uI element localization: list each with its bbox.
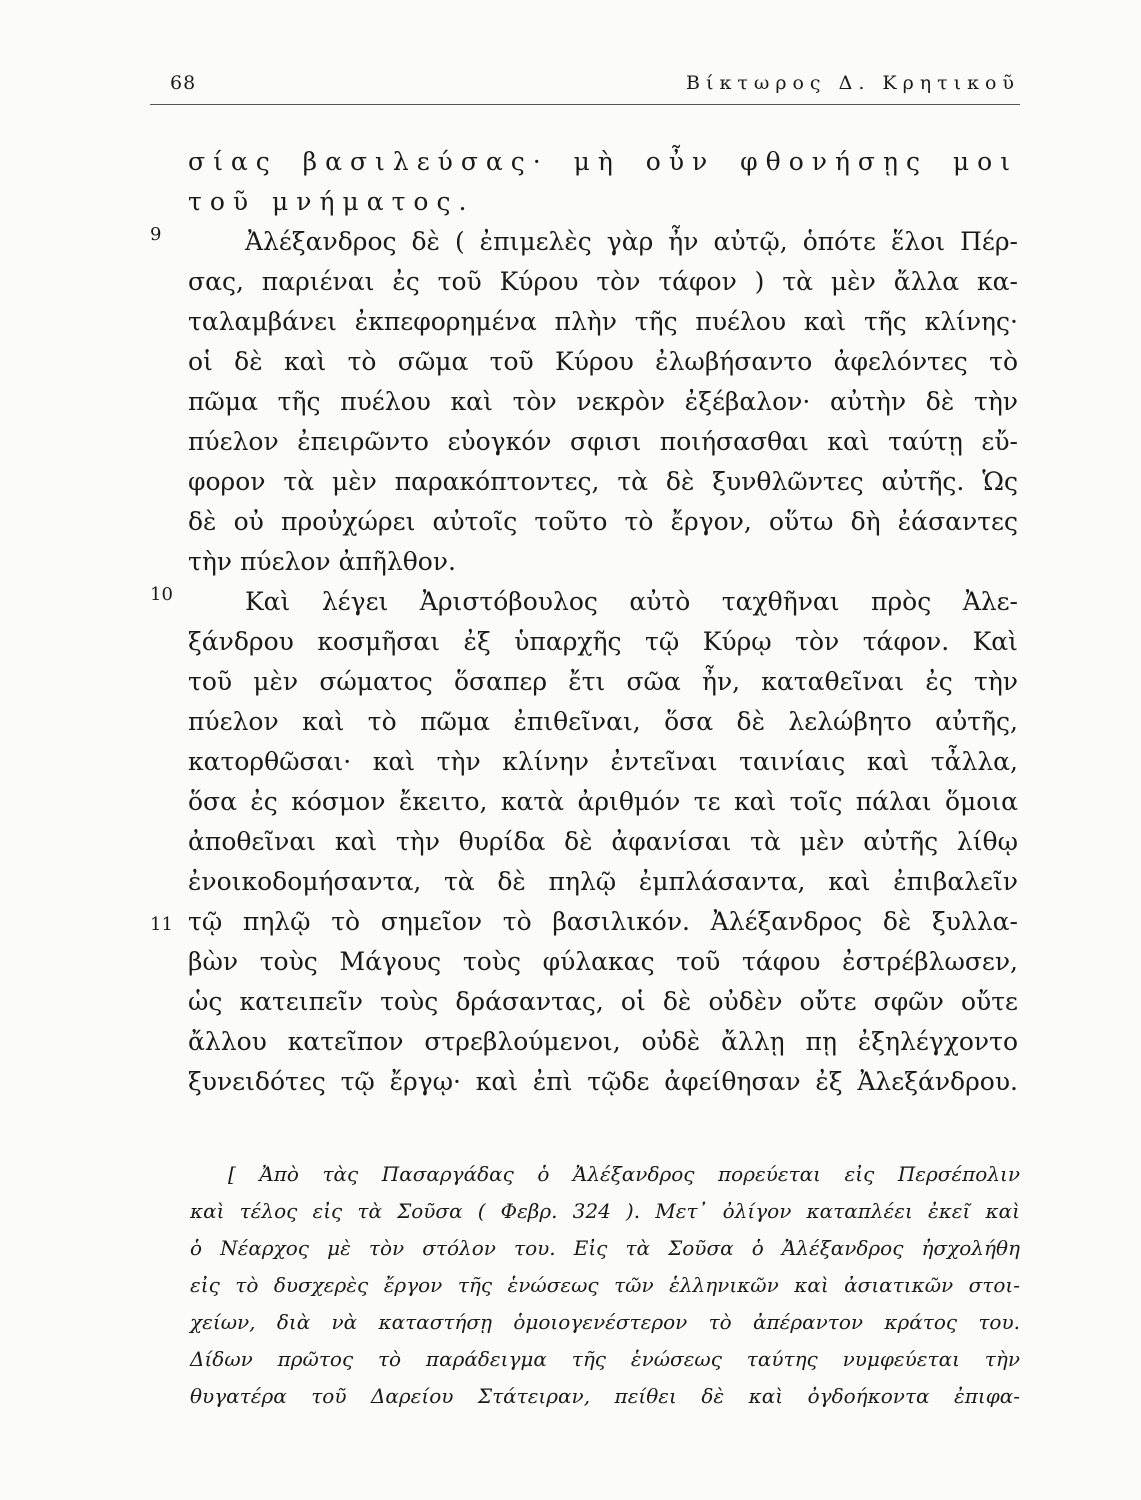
text-line: τοῦ μνήματος.	[188, 187, 475, 216]
text-line: Ἀλέξανδρος δὲ ( ἐπιμελὲς γὰρ ἦν αὐτῷ, ὁπότε ἕλοι Πέρ-	[245, 227, 1018, 256]
note-line: [ Ἀπὸ τὰς Πασαργάδας ὁ Ἀλέξανδρος πορεύεται εἰς Περσέπολιν	[228, 1162, 1020, 1186]
text-line: τὴν πύελον ἀπῆλθον.	[188, 547, 456, 576]
text-line: ὅσα ἐς κόσμον ἔκειτο, κατὰ ἀριθμόν τε καὶ τοῖς πάλαι ὅμοια	[188, 787, 1018, 816]
text-line: κατορθῶσαι· καὶ τὴν κλίνην ἐντεῖναι ταινίαις καὶ τἆλλα,	[188, 747, 1018, 776]
note-line: θυγατέρα τοῦ Δαρείου Στάτειραν, πείθει δὲ καὶ ὀγδοήκοντα ἐπιφα-	[190, 1384, 1020, 1408]
text-line: ὡς κατειπεῖν τοὺς δράσαντας, οἱ δὲ οὐδὲν οὔτε σφῶν οὔτε	[188, 987, 1018, 1016]
text-line: πύελον καὶ τὸ πῶμα ἐπιθεῖναι, ὅσα δὲ λελώβητο αὐτῆς,	[188, 707, 1018, 736]
note-line: Δίδων πρῶτος τὸ παράδειγμα τῆς ἑνώσεως ταύτης νυμφεύεται τὴν	[190, 1347, 1020, 1371]
text-line: Καὶ λέγει Ἀριστόβουλος αὐτὸ ταχθῆναι πρὸς Ἀλε-	[245, 587, 1018, 616]
text-line: οἱ δὲ καὶ τὸ σῶμα τοῦ Κύρου ἐλωβήσαντο ἀφελόντες τὸ	[188, 347, 1018, 376]
section-number: 11	[150, 914, 173, 935]
note-line: καὶ τέλος εἰς τὰ Σοῦσα ( Φεβρ. 324 ). Μετ᾽ ὀλίγον καταπλέει ἐκεῖ καὶ	[190, 1199, 1020, 1223]
text-line: πῶμα τῆς πυέλου καὶ τὸν νεκρὸν ἐξέβαλον· αὐτὴν δὲ τὴν	[188, 387, 1018, 416]
running-head	[150, 72, 1020, 105]
section-number: 10	[150, 584, 173, 605]
text-line: ἐνοικοδομήσαντα, τὰ δὲ πηλῷ ἐμπλάσαντα, καὶ ἐπιβαλεῖν	[188, 867, 1018, 896]
text-line: ξυνειδότες τῷ ἔργῳ· καὶ ἐπὶ τῷδε ἀφείθησαν ἐξ Ἀλεξάνδρου.	[188, 1067, 1018, 1096]
page-number: 68	[170, 72, 197, 94]
text-line: ξάνδρου κοσμῆσαι ἐξ ὑπαρχῆς τῷ Κύρῳ τὸν τάφον. Καὶ	[188, 627, 1018, 656]
text-line: σας, παριέναι ἐς τοῦ Κύρου τὸν τάφον ) τὰ μὲν ἄλλα κα-	[188, 267, 1018, 296]
text-line: βὼν τοὺς Μάγους τοὺς φύλακας τοῦ τάφου ἐστρέβλωσεν,	[188, 947, 1018, 976]
text-line: σίας βασιλεύσας· μὴ οὖν φθονήσῃς μοι	[188, 147, 1018, 176]
text-line: τοῦ μὲν σώματος ὅσαπερ ἔτι σῶα ἦν, καταθεῖναι ἐς τὴν	[188, 667, 1018, 696]
text-line: τῷ πηλῷ τὸ σημεῖον τὸ βασιλικόν. Ἀλέξανδρος δὲ ξυλλα-	[188, 907, 1018, 936]
text-line: δὲ οὐ προὐχώρει αὐτοῖς τοῦτο τὸ ἔργον, οὕτω δὴ ἐάσαντες	[188, 507, 1018, 536]
section-number: 9	[150, 224, 162, 245]
text-line: ἄλλου κατεῖπον στρεβλούμενοι, οὐδὲ ἄλλῃ πῃ ἐξηλέγχοντο	[188, 1027, 1018, 1056]
note-line: εἰς τὸ δυσχερὲς ἔργον τῆς ἑνώσεως τῶν ἑλληνικῶν καὶ ἀσιατικῶν στοι-	[190, 1273, 1020, 1297]
text-line: πύελον ἐπειρῶντο εὐογκόν σφισι ποιήσασθαι καὶ ταύτῃ εὔ-	[188, 427, 1018, 456]
text-line: ἀποθεῖναι καὶ τὴν θυρίδα δὲ ἀφανίσαι τὰ μὲν αὐτῆς λίθῳ	[188, 827, 1018, 856]
text-line: ταλαμβάνει ἐκπεφορημένα πλὴν τῆς πυέλου καὶ τῆς κλίνης·	[188, 307, 1018, 336]
text-line: φορον τὰ μὲν παρακόπτοντες, τὰ δὲ ξυνθλῶντες αὐτῆς. Ὡς	[188, 467, 1018, 496]
note-line: ὁ Νέαρχος μὲ τὸν στόλον του. Εἰς τὰ Σοῦσα ὁ Ἀλέξανδρος ἠσχολήθη	[190, 1236, 1020, 1260]
note-line: χείων, διὰ νὰ καταστήσῃ ὁμοιογενέστερον τὸ ἀπέραντον κράτος του.	[190, 1310, 1020, 1334]
running-title: Βίκτωρος Δ. Κρητικοῦ	[686, 72, 1020, 94]
